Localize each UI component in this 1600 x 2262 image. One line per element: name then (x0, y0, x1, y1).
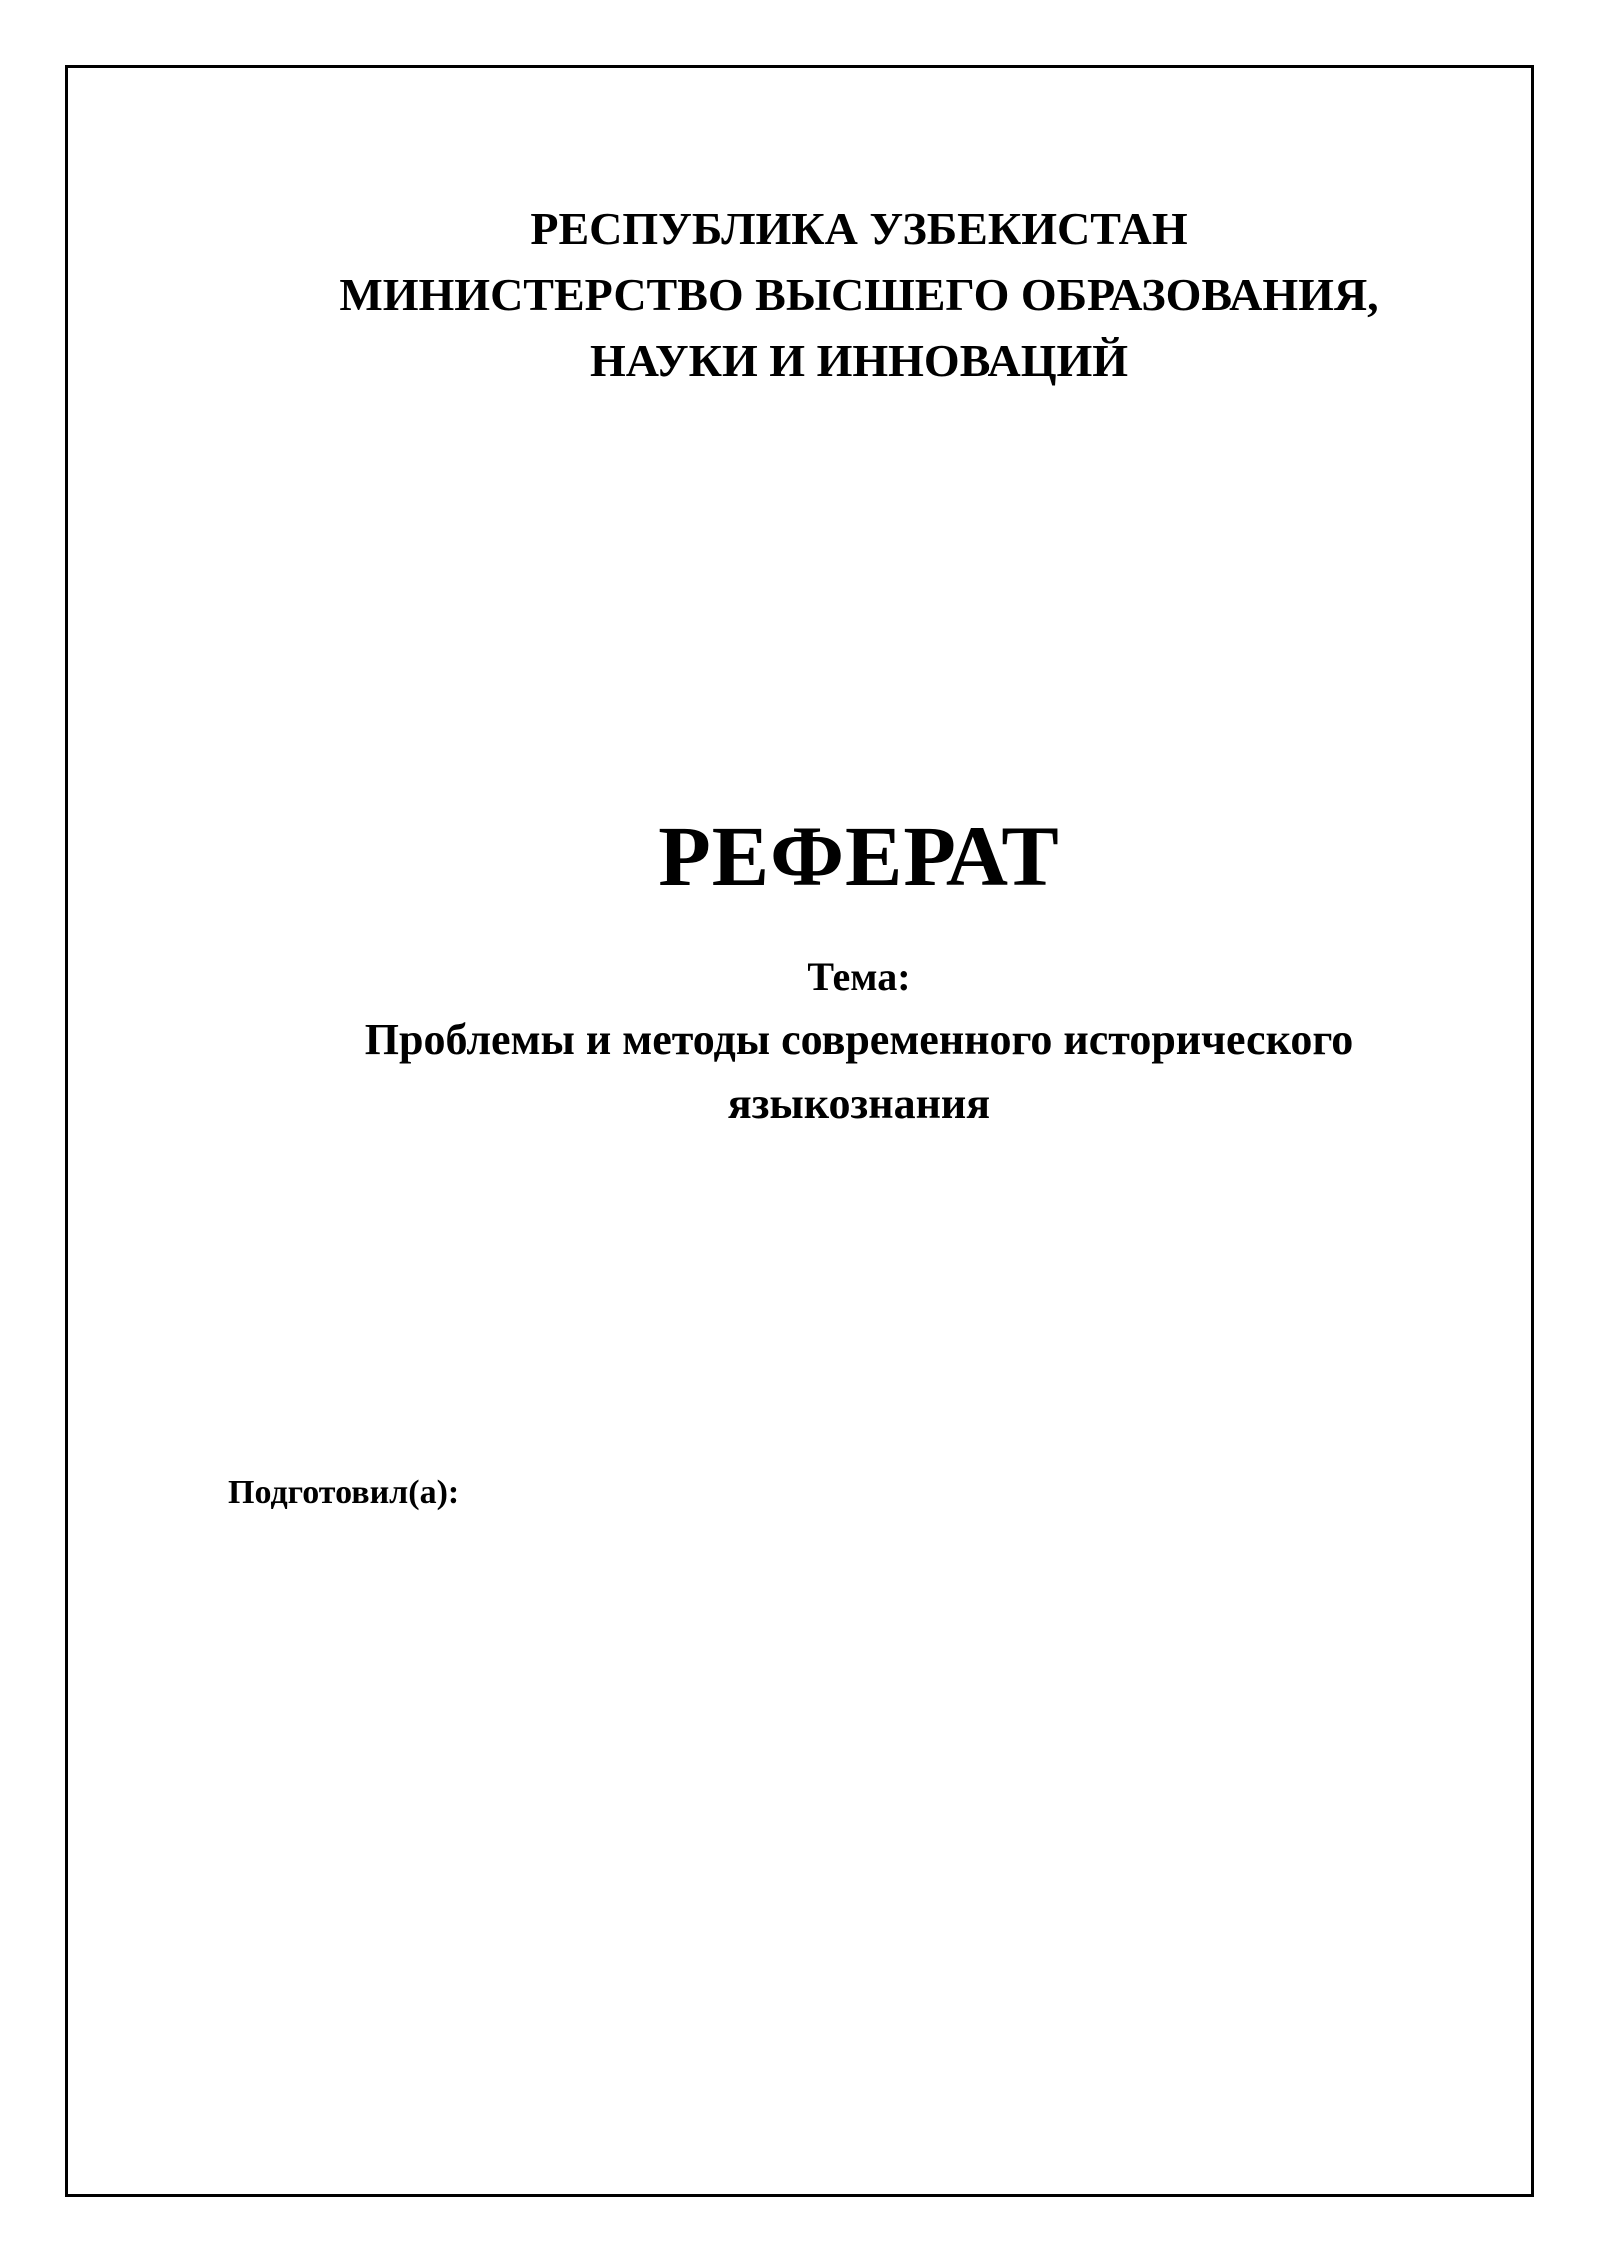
prepared-by-label: Подготовил(а): (228, 1474, 460, 1511)
topic-title-line-2: языкознания (727, 1079, 991, 1128)
institution-header (0, 196, 1600, 394)
topic-title-line-1: Проблемы и методы современного исторического (364, 1015, 1354, 1064)
ministry-line-1: МИНИСТЕРСТВО ВЫСШЕГО ОБРАЗОВАНИЯ, (339, 269, 1379, 320)
document-type-title: РЕФЕРАТ (658, 808, 1060, 904)
topic-block (0, 948, 1600, 1136)
ministry-line-2: НАУКИ И ИННОВАЦИЙ (589, 335, 1129, 386)
country-line: РЕСПУБЛИКА УЗБЕКИСТАН (530, 203, 1188, 254)
topic-label: Тема: (807, 954, 911, 999)
